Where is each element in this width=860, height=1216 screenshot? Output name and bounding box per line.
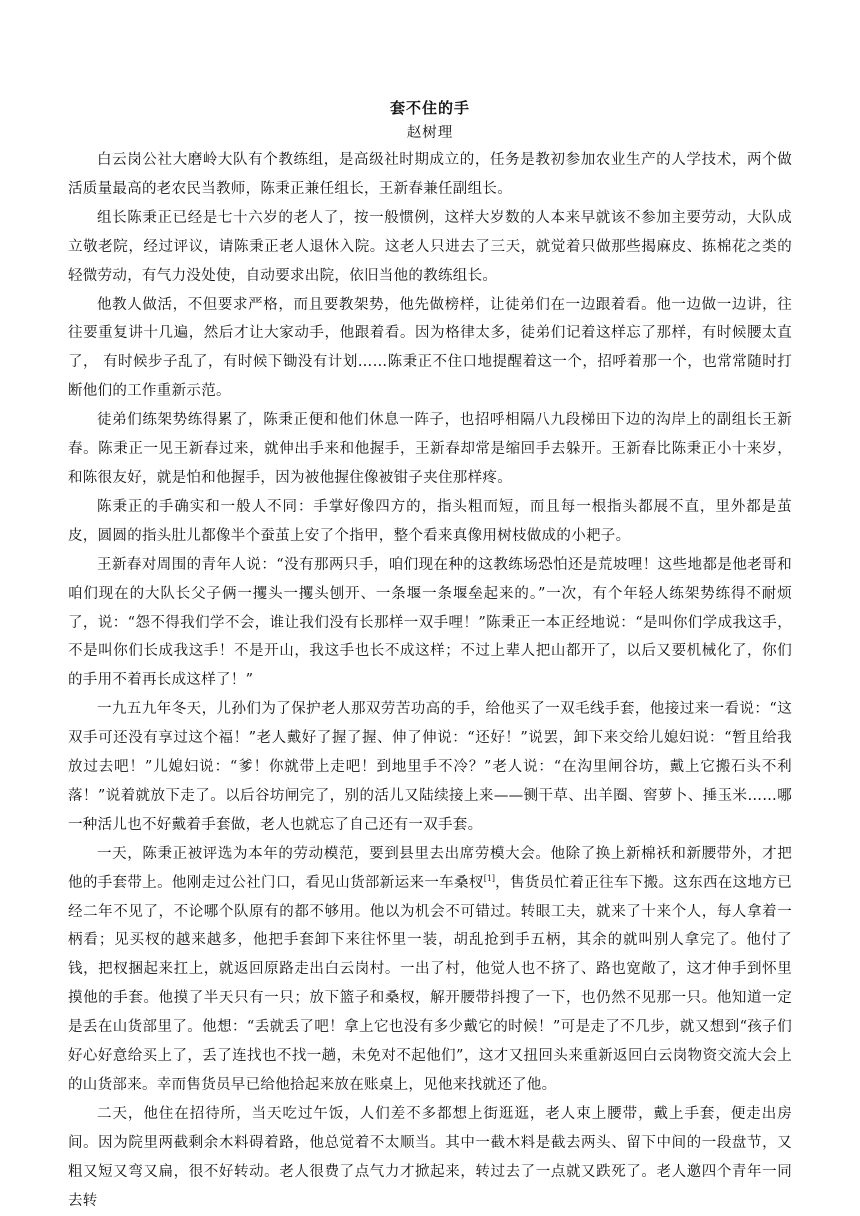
footnote-marker: [1] bbox=[483, 873, 496, 883]
paragraph: 王新春对周围的青年人说：“没有那两只手，咱们现在种的这教练场恐怕还是荒坡哩！这些地都是他老哥和咱们现在的大队长父子俩一攫头一攫头刨开、一条堰一条堰垒起来的。”一次，有个年轻人练架势练得不耐烦了，说：“怨不得我们学不会，谁让我们没有长那样一双手哩！”陈秉正一本正经地说：“是叫你们学成我这手，不是叫你们长成我这手！不是开山，我这手也长不成这样；不过上辈人把山都开了，以后又要机械化了，你们的手用不着再长成这样了！” bbox=[68, 556, 792, 689]
paragraph: 陈秉正的手确实和一般人不同：手掌好像四方的，指头粗而短，而且每一根指头都展不直，里外都是茧皮，圆圆的指头肚儿都像半个蚕茧上安了个指甲，整个看来真像用树枝做成的小耙子。 bbox=[68, 498, 792, 544]
paragraph: 徒弟们练架势练得累了，陈秉正便和他们休息一阵子，也招呼相隔八九段梯田下边的沟岸上的副组长王新春。陈秉正一见王新春过来，就伸出手来和他握手，王新春却常是缩回手去躲开。王新春比陈秉正小十来岁，和陈很友好，就是怕和他握手，因为被他握住像被钳子夹住那样疼。 bbox=[68, 412, 792, 486]
article-author: 赵树理 bbox=[406, 125, 454, 141]
paragraph: 一九五九年冬天，儿孙们为了保护老人那双劳苦功高的手，给他买了一双毛线手套，他接过来一看说：“这双手可还没有享过这个福！”老人戴好了握了握、伸了伸说：“还好！”说罢，卸下来交给儿媳妇说：“暂且给我放过去吧！”儿媳妇说：“爹！你就带上走吧！到地里手不冷？”老人说：“在沟里闸谷坊，戴上它搬石头不利落！”说着就放下走了。以后谷坊闸完了，别的活儿又陆续接上来——铡干草、出羊圈、窖萝卜、捶玉米……哪一种活儿也不好戴着手套做，老人也就忘了自己还有一双手套。 bbox=[68, 701, 792, 833]
paragraph: 组长陈秉正已经是七十六岁的老人了，按一般惯例，这样大岁数的人本来早就该不参加主要劳动，大队成立敬老院，经过评议，请陈秉正老人退休入院。这老人只进去了三天，就觉着只做那些揭麻皮、拣棉花之类的轻微劳动，有气力没处使，自动要求出院，依旧当他的教练组长。 bbox=[68, 209, 792, 284]
paragraph: 一天，陈秉正被评选为本年的劳动模范，要到县里去出席劳模大会。他除了换上新棉袄和新腰带外，才把他的手套带上。他刚走过公社门口，看见山货部新运来一车桑杈[1]，售货员忙着正往车下搬。这东西在这地方已经二年不见了，不论哪个队原有的都不够用。他以为机会不可错过。转眼工夫，就来了十来个人，每人拿着一柄看；见买杈的越来越多，他把手套卸下来往怀里一装，胡乱抢到手五柄，其余的就叫别人拿完了。他付了钱，把杈捆起来扛上，就返回原路走出白云岗村。一出了村，他觉人也不挤了、路也宽敞了，这才伸手到怀里摸他的手套。他摸了半天只有一只；放下篮子和桑杈，解开腰带抖搜了一下，也仍然不见那一只。他知道一定是丢在山货部里了。他想：“丢就丢了吧！拿上它也没有多少戴它的时候！”可是走了不几步，就又想到“孩子们好心好意给买上了，丢了连找也不找一趟，未免对不起他们”，这才又扭回头来重新返回白云岗物资交流大会上的山货部来。幸而售货员早已给他拾起来放在账桌上，见他来找就还了他。 bbox=[68, 845, 792, 1093]
paragraph: 白云岗公社大磨岭大队有个教练组，是高级社时期成立的，任务是教初参加农业生产的人学技术，两个做活质量最高的老农民当教师，陈秉正兼任组长，王新春兼任副组长。 bbox=[68, 152, 792, 197]
paragraph: 他教人做活，不但要求严格，而且要教架势，他先做榜样，让徒弟们在一边跟着看。他一边做一边讲，往往要重复讲十几遍，然后才让大家动手，他跟着看。因为格律太多，徒弟们记着这样忘了那样，有时候腰太直了， 有时候步子乱了，有时候下锄没有计划……陈秉正不住口地提醒着这一个，招呼着那一个，也常常随时打断他们的工作重新示范。 bbox=[68, 296, 792, 400]
article-title: 套不住的手 bbox=[389, 99, 470, 117]
paragraph: 二天，他住在招待所，当天吃过午饭，人们差不多都想上街逛逛，老人束上腰带，戴上手套，便走出房间。因为院里两截剩余木料碍着路，他总觉着不太顺当。其中一截木料是截去两头、留下中间的一段盘节，又粗又短又弯又扁，很不好转动。老人很费了点气力才掀起来，转过去了一点就又跌死了。老人邀四个青年一同去转 bbox=[68, 1105, 792, 1209]
